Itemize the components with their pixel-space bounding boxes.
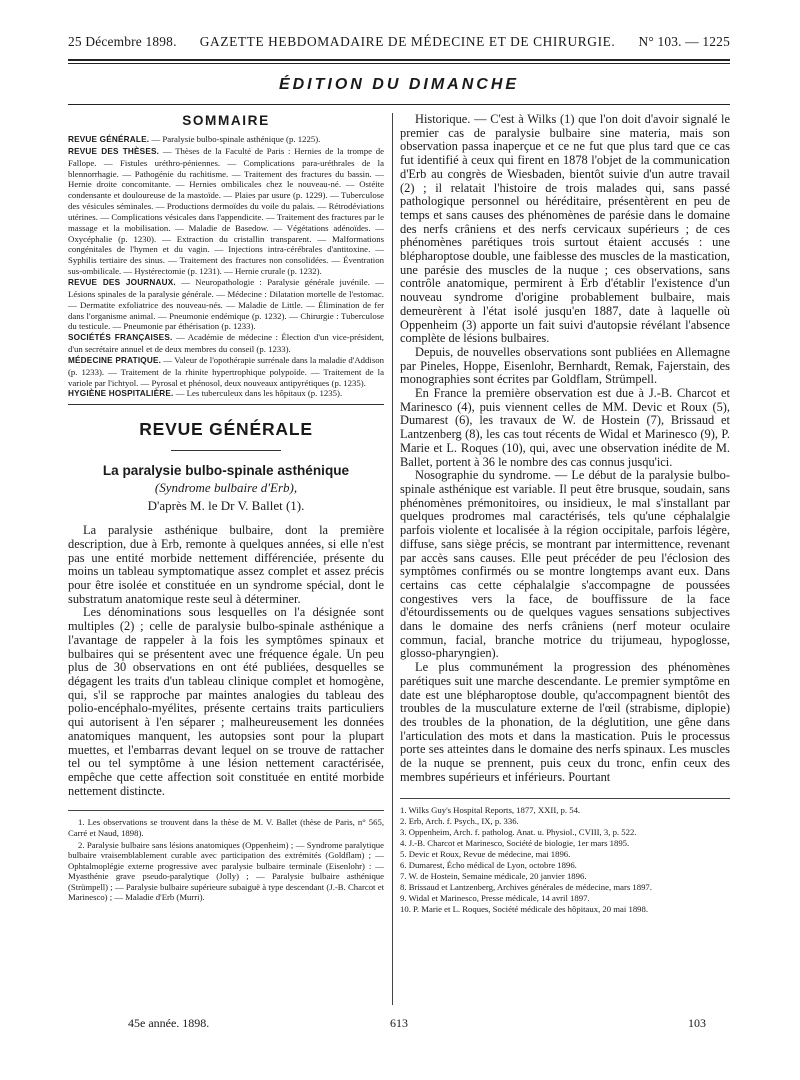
right-column <box>400 113 730 915</box>
article-subtitle: (Syndrome bulbaire d'Erb), <box>154 480 298 496</box>
sommaire-section-text: — Thèses de la Faculté de Paris : Hernies de la trompe de Fallope. — Fistules uréthro-péniennes. — Complications para-uréthrales de la blennorrhagie. — Pathogénie du rachitisme. — Traitement des fractures du bassin. — Hernie droite concomitante. — Hernies ombilicales chez le nouveau-né. — Ostéite condensante et douloureuse de la mastoïde. — Plaies par usure (p. 1229). — Tuberculose des vésicules séminales. — Productions dermoïdes du voile du palais. — Rétrodéviations utérines. — Complications vésicales dans l'appendicite. — Traitement des fractures par le massage et la mobilisation. — Maladie de Basedow. — Végétations adénoïdes. — Oxycéphalie (p. 1230). — Extraction du cristallin transparent. — Malformations congénitales de l'hymen et du vagin. — Injections intra-cérébrales d'antitoxine. — Syphilis tertiaire des sinus. — Traitement des fractures non consolidées. — Éventration sus-ombilicale. — Hystérectomie (p. 1231). — Hernie crurale (p. 1232). <box>68 145 384 277</box>
sommaire-section-label: REVUE GÉNÉRALE. <box>68 135 150 144</box>
paragraph: En France la première observation est due à J.-B. Charcot et Marinesco (4), puis viennent celles de MM. Devic et Roux (5), Dumarest (6), les travaux de W. de Hostein (7), Brissaud et Lantzenberg (8), les cas tout récents de Widal et Marinesco (9), P. Marie et L. Roques (10), qui, avec une observation inédite de M. Ballet, portent à 36 le nombre des cas connus jusqu'ici. <box>400 386 730 469</box>
sommaire-entry <box>68 134 384 146</box>
footnote: 10. P. Marie et L. Roques, Société médicale des hôpitaux, 20 mai 1898. <box>400 903 649 914</box>
footnote: 8. Brissaud et Lantzenberg, Archives générales de médecine, mars 1897. <box>400 881 652 892</box>
footer-issue-number: 103 <box>688 1016 706 1030</box>
sommaire-section-label: SOCIÉTÉS FRANÇAISES. <box>68 333 173 343</box>
heading-rule <box>171 450 281 451</box>
footnote: 7. W. de Hostein, Semaine médicale, 20 janvier 1896. <box>400 870 587 881</box>
right-footnotes <box>400 805 730 914</box>
running-header <box>68 34 730 50</box>
article-body <box>68 524 384 798</box>
paragraph: Le plus communément la progression des phénomènes parétiques suit une marche descendante. Le premier symptôme en date est une blépharoptose double, qu'accompagnent bientôt des troubles de la musculature externe de l'œil (strabisme, diplopie) des troubles de la phonation, de la déglutition, une gêne dans l'articulation des mots et dans la mastication. Puis le processus porte ses atteintes dans le domaine des nerfs spinaux. Les muscles de la nuque se prennent, puis ceux du tronc, enfin ceux des membres supérieurs et inférieurs. Pourtant <box>400 660 730 784</box>
sommaire-section-text: — Neuropathologie : Paralysie générale juvénile. — Lésions spinales de la paralysie générale. — Médecine : Dilatation mortelle de l'estomac. — Dermatite exfoliatrice des nouveau-nés. — Maladie de Little. — Élimination de fer dans l'organisme animal. — Pneumonie endémique (p. 1232). — Chirurgie : Tuberculose du testicule. — Pneumonie par éthérisation (p. 1233). <box>68 276 384 332</box>
sommaire-section-text: — Paralysie bulbo-spinale asthénique (p. 1225). <box>149 134 321 144</box>
footnote: 5. Devic et Roux, Revue de médecine, mai 1896. <box>400 849 571 860</box>
sommaire-section-label: REVUE DES THÈSES. <box>68 146 160 156</box>
sommaire-entry <box>68 355 384 389</box>
sommaire-entry <box>68 146 384 277</box>
sommaire-list <box>68 134 384 400</box>
sommaire-title: SOMMAIRE <box>182 113 270 128</box>
issue-date: 25 Décembre 1898. <box>68 34 177 49</box>
journal-title: GAZETTE HEBDOMADAIRE DE MÉDECINE ET DE CHIRURGIE. <box>199 34 616 49</box>
sommaire-section-text: — Académie de médecine : Élection d'un vice-président, d'un secrétaire annuel et de deux membres du conseil (p. 1233). <box>68 332 384 355</box>
sommaire-entry <box>68 388 384 400</box>
sommaire-entry <box>68 332 384 355</box>
article-byline: D'après M. le Dr V. Ballet (1). <box>147 498 305 514</box>
header-rule-bottom <box>68 63 730 64</box>
paragraph-nosographie: Nosographie du syndrome. — Le début de la paralysie bulbo-spinale asthénique est variable. Il peut être brusque, soudain, sans phénomènes prémonitoires, ou insidieux, le mal s'installant par quelques prodromes mal caractérisés, tels qu'une céphalalgie parfois violente et localisée à la région occipitale, parfois légère, diffuse, sans siège précis, se montrant par intermittence, revenant par accès sans causes. Elle peut précéder de peu l'éclosion des symptômes confirmés ou se montre longtemps avant eux. Dans certains cas cette céphalalgie s'accompagne de poussées congestives vers la face, de bouffissure de la face d'étourdissements ou de quelques vagues sensations subjectives dans le domaine des nerfs crâniens (nerf moteur oculaire commun, facial, branche motrice du trijumeau, hypoglosse, glosso-pharyngien). <box>400 468 730 661</box>
left-column <box>68 113 384 904</box>
paragraph: La paralysie asthénique bulbaire, dont la première description, due à Erb, remonte à quelques années, si elle n'est pas une entité morbide nettement différenciée, présente du moins un tableau symptomatique assez complet et assez précis pour être isolée et constituée en un syndrome spécial, dont le substratum anatomique reste seul à déterminer. <box>68 523 384 606</box>
footnote: 1. Les observations se trouvent dans la thèse de M. V. Ballet (thèse de Paris, n° 565, Carré et Naud, 1898). <box>68 817 384 838</box>
sommaire-section-label: HYGIÈNE HOSPITALIÈRE. <box>68 389 174 399</box>
footnote-rule <box>400 798 730 799</box>
sommaire-section-label: MÉDECINE PRATIQUE. <box>68 355 162 365</box>
article-title: La paralysie bulbo-spinale asthénique <box>102 463 350 479</box>
sommaire-end-rule <box>68 404 384 405</box>
footnote: 2. Erb, Arch. f. Psych., IX, p. 336. <box>400 816 519 827</box>
paragraph-historique: Historique. — C'est à Wilks (1) que l'on doit d'avoir signalé le premier cas de paralysie bulbaire sine materia, mais son observation passa inaperçue et ce ne fut que plus tard que ce cas fut identifié à ceux qui firent en 1878 l'objet de la communication d'Erb au congrès de Wiesbaden, bientôt suivie d'un autre travail (2) ; il relatait l'histoire de trois malades qui, sans passé pathologique personnel ou héréditaire, présentèrent en peu de temps et sans causes des phénomènes de parésie dans le domaine des nerfs crâniens et des nerfs cervicaux supérieurs ; de ces phénomènes parétiques trois surtout étaient accusés : une blépharoptose double, une faiblesse des muscles de la mastication, une parésie des muscles de la nuque ; ces observations, sans contrôle anatomique, permirent à Erb d'établir l'existence d'un nouveau syndrome d'origine probablement bulbaire, mais demeurèrent à l'état isolé jusqu'en 1887, date à laquelle où Oppenheim (3) apporte un fait suivi d'autopsie révélant l'absence complète de lésions bulbaires. <box>400 112 730 346</box>
article-body-continued <box>400 113 730 784</box>
footnote: 9. Widal et Marinesco, Presse médicale, 14 avril 1897. <box>400 892 590 903</box>
sommaire-entry <box>68 277 384 332</box>
column-divider <box>392 113 393 1005</box>
sommaire-section-text: — Valeur de l'opothérapie surrénale dans la maladie d'Addison (p. 1233). — Traitement de la rhinite hypertrophique polypoïde. — Traitement de la variole par l'ichtyol. — Pyrosal et phénosol, deux nouveaux antipyrétiques (p. 1235). <box>68 354 385 388</box>
footnote: 6. Dumarest, Écho médical de Lyon, octobre 1896. <box>400 859 577 870</box>
sommaire-section-text: — Les tuberculeux dans les hôpitaux (p. 1235). <box>173 388 343 399</box>
issue-page-number: N° 103. — 1225 <box>638 34 730 49</box>
footnote: 4. J.-B. Charcot et Marinesco, Société de biologie, 1er mars 1895. <box>400 838 630 849</box>
sommaire-section-label: REVUE DES JOURNAUX. <box>68 277 176 287</box>
paragraph: Les dénominations sous lesquelles on l'a désignée sont multiples (2) ; celle de paralysie bulbo-spinale asthénique a l'avantage de rappeler à la fois les symptômes spinaux et bulbaires qui se présentent avec une fréquence égale. Un peu plus de 30 observations en ont été publiées, desquelles se dégagent les traits d'un tableau clinique complet et homogène, qui, s'il se rapproche par maintes analogies du tableau des polio-encéphalo-myélites, présente certains traits particuliers qui autorisent à l'en séparer ; malheureusement les données anatomiques manquent, les autopsies sont pour la plupart muettes, et l'embarras devant lequel on se trouve de rattacher tel ou tel symptôme à une lésion nettement caractérisée, empêche que cette affection soit constituée en entité morbide nettement distincte. <box>68 605 384 798</box>
header-rule-top <box>68 59 730 61</box>
footnote: 1. Wilks Guy's Hospital Reports, 1877, XXII, p. 54. <box>400 805 581 816</box>
footnote: 3. Oppenheim, Arch. f. patholog. Anat. u. Physiol., CVIII, 3, p. 522. <box>400 827 637 838</box>
edition-rule <box>68 104 730 105</box>
paragraph: Depuis, de nouvelles observations sont publiées en Allemagne par Pineles, Hoppe, Eisenlohr, Bernhardt, Remak, Fajerstain, des monographies sont écrites par Goldflam, Strümpell. <box>400 344 730 387</box>
left-footnotes <box>68 817 384 903</box>
footer-sheet-number: 613 <box>390 1016 408 1030</box>
footnote-rule <box>68 810 384 811</box>
edition-title: ÉDITION DU DIMANCHE <box>278 76 520 93</box>
footnote: 2. Paralysie bulbaire sans lésions anatomiques (Oppenheim) ; — Syndrome paralytique bulbaire vraisemblablement curable avec participation des extrémités (Goldflam) ; — Ophtalmoplégie externe progressive avec paralysie bulbaire terminale (Eisenlohr) : — Myasthénie grave pseudo-paralytique (Jolly) ; — Paralysie bulbaire asthénique (Strümpell) ; — Paralysie bulbaire supérieure subaiguë à type descendant (J.-B. Charcot et Marinesco) ; — Maladie d'Erb (Murri). <box>68 839 384 903</box>
footer-year: 45e année. 1898. <box>128 1016 210 1030</box>
revue-generale-heading: REVUE GÉNÉRALE <box>139 419 313 440</box>
